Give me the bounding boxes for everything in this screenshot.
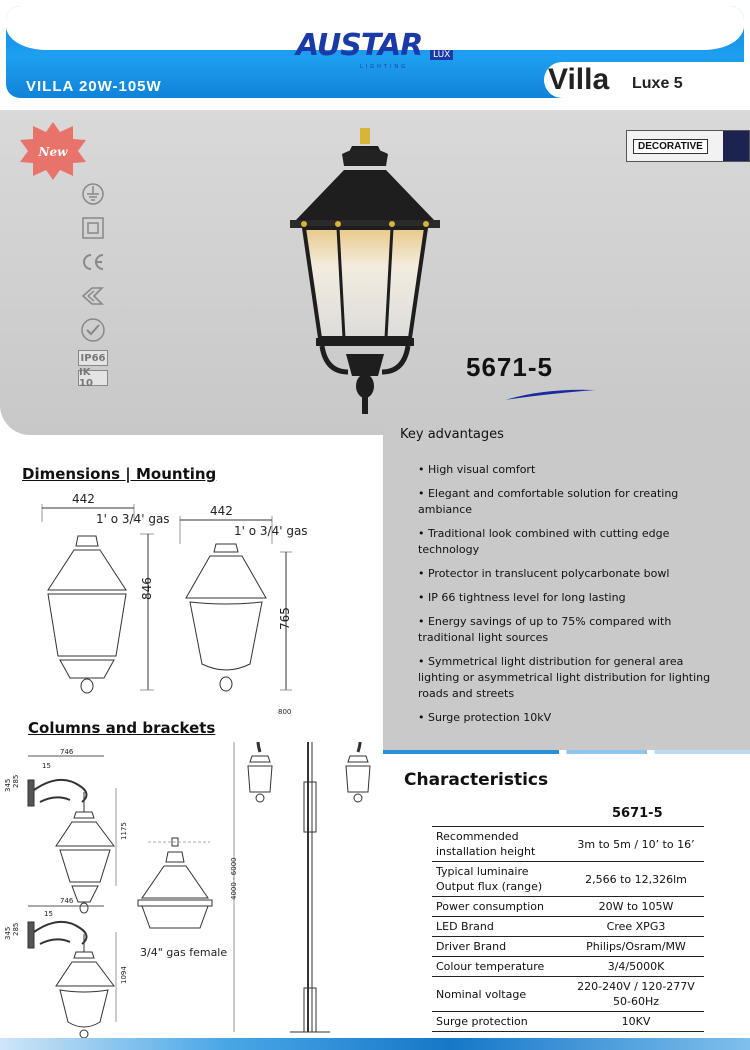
brand-tagline: LIGHTING (360, 64, 409, 70)
table-row (432, 897, 704, 917)
brand-logo (290, 24, 470, 72)
bracket1-h1: 345 (4, 778, 12, 792)
advantage-item: • Elegant and comfortable solution for creating ambiance (418, 487, 679, 516)
lantern-product-image (282, 124, 448, 416)
row-value: 20W to 105W (568, 897, 704, 917)
category-tag (626, 130, 750, 162)
advantages-stripe (383, 750, 750, 754)
new-badge (18, 120, 88, 182)
finial-top (360, 128, 370, 144)
pole-span: 800 (278, 708, 292, 716)
row-label: Power consumption (432, 897, 568, 917)
certification-icons (78, 180, 112, 390)
bracket2-height: 1094 (120, 966, 128, 984)
row-label: Nominal voltage (432, 977, 568, 1012)
advantage-item: • Symmetrical light distribution for general area lighting or asymmetrical light distribution for lighting roads and streets (418, 655, 711, 700)
row-label: Colour temperature (432, 957, 568, 977)
advantage-item: • Energy savings of up to 75% compared with traditional light sources (418, 615, 672, 644)
row-value: 2,566 to 12,326lm (568, 862, 704, 897)
dimensions-title: Dimensions | Mounting (22, 465, 217, 483)
table-row (432, 1012, 704, 1032)
footer-stripe (0, 1038, 750, 1050)
dim-left-height: 846 (140, 577, 154, 600)
row-label: Recommended installation height (432, 827, 568, 862)
row-label: Surge protection (432, 1012, 568, 1032)
rohs-icon (78, 316, 108, 344)
key-advantages-title: Key advantages (400, 427, 504, 442)
table-row (432, 862, 704, 897)
new-badge-text: New (38, 145, 68, 159)
class-ii-icon (78, 214, 108, 242)
advantage-item: • High visual comfort (418, 463, 536, 476)
model-number: 5671-5 (466, 352, 553, 382)
bracket2-t: 15 (44, 910, 53, 918)
advantage-item: • IP 66 tightness level for long lasting (418, 591, 626, 604)
bracket2-h2: 285 (12, 922, 20, 936)
ce-mark-icon (78, 248, 108, 276)
characteristics-title: Characteristics (404, 770, 549, 790)
bracket2-width: 746 (60, 897, 74, 905)
table-row (432, 937, 704, 957)
bracket1-t: 15 (42, 762, 51, 770)
table-row (432, 827, 704, 862)
dim-left-width: 442 (72, 492, 95, 506)
dim-left-thread: 1' o 3/4' gas (96, 512, 170, 526)
key-advantages-list (418, 462, 720, 734)
row-label: Typical luminaire Output flux (range) (432, 862, 568, 897)
row-value: 3/4/5000K (568, 957, 704, 977)
advantage-item: • Protector in translucent polycarbonate bowl (418, 567, 670, 580)
dim-right-thread: 1' o 3/4' gas (234, 524, 308, 538)
bracket2-h1: 345 (4, 926, 12, 940)
characteristics-model: 5671-5 (612, 806, 663, 821)
row-label: LED Brand (432, 917, 568, 937)
table-row (432, 957, 704, 977)
row-value: Philips/Osram/MW (568, 937, 704, 957)
lantern-roof (296, 170, 434, 220)
pole-height: 4000 - 6000 (230, 857, 238, 900)
lantern-glass (304, 228, 426, 338)
ip66-badge: IP66 (78, 350, 108, 366)
advantage-item: • Traditional look combined with cutting edge technology (418, 527, 670, 556)
model-swoosh (505, 386, 595, 402)
product-name: Villa (548, 63, 610, 96)
advantage-item: • Surge protection 10kV (418, 711, 552, 724)
row-value: 3m to 5m / 10’ to 16’ (568, 827, 704, 862)
product-range: VILLA 20W-105W (26, 78, 162, 95)
bracket-drawings (0, 742, 380, 1042)
row-value: 10KV (568, 1012, 704, 1032)
category-tag-label: DECORATIVE (633, 139, 708, 154)
emc-mark-icon (78, 282, 108, 310)
dimension-drawings (30, 494, 370, 700)
gas-female-label: 3/4" gas female (140, 946, 228, 959)
dim-right-width: 442 (210, 504, 233, 518)
product-title (544, 62, 694, 98)
ik10-badge: IK 10 (78, 370, 108, 386)
table-row (432, 917, 704, 937)
table-row (432, 977, 704, 1012)
characteristics-table (432, 826, 704, 1032)
brand-name: AUSTAR (296, 28, 423, 63)
columns-brackets-title: Columns and brackets (28, 719, 216, 737)
bracket1-h2: 285 (12, 774, 20, 788)
category-tag-bar (723, 131, 749, 161)
brand-suffix: LUX (430, 50, 453, 60)
row-label: Driver Brand (432, 937, 568, 957)
row-value: 220-240V / 120-277V 50-60Hz (568, 977, 704, 1012)
row-value: Cree XPG3 (568, 917, 704, 937)
dim-right-height: 765 (278, 607, 292, 630)
bracket1-width: 746 (60, 748, 74, 756)
earth-symbol-icon (78, 180, 108, 208)
bracket1-height: 1175 (120, 822, 128, 840)
product-variant: Luxe 5 (632, 75, 683, 92)
